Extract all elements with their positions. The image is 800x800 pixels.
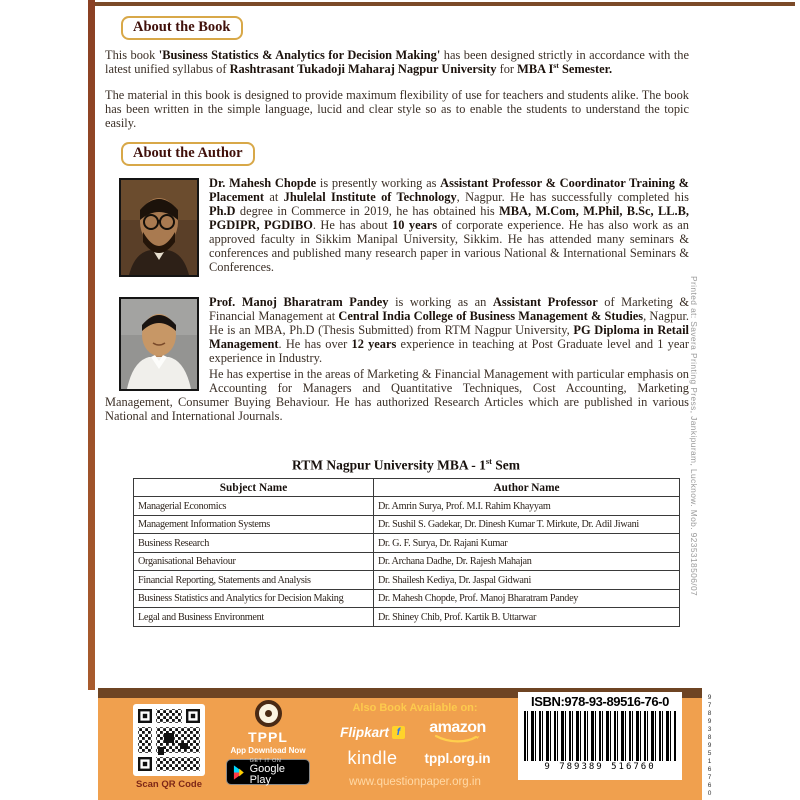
top-edge-rule	[95, 2, 795, 6]
app-download-label: App Download Now	[230, 746, 306, 755]
about-the-author-heading	[121, 142, 255, 166]
subject-name-cell: Managerial Economics	[134, 497, 374, 516]
table-title-superscript: st	[485, 457, 492, 467]
footer-band	[98, 688, 702, 800]
isbn-number: ISBN:978-93-89516-76-0	[531, 694, 669, 709]
author-name-cell: Dr. Shailesh Kediya, Dr. Jaspal Gidwani	[374, 571, 680, 590]
table-row	[134, 515, 680, 534]
barcode-icon	[524, 711, 676, 761]
google-play-label: Google Play	[249, 763, 286, 786]
author-name-cell: Dr. Amrin Surya, Prof. M.I. Rahim Khayyam	[374, 497, 680, 516]
author-1-photo	[119, 178, 199, 277]
about-the-book-label: About the Book	[133, 19, 231, 35]
table-row	[134, 552, 680, 571]
table-title-suffix: Sem	[491, 457, 521, 473]
subjects-table-section	[133, 457, 679, 627]
author-2-portrait-icon	[121, 299, 197, 389]
subject-name-cell: Management Information Systems	[134, 515, 374, 534]
author-name-header: Author Name	[374, 478, 680, 497]
questionpaper-website: www.questionpaper.org.in	[349, 776, 481, 789]
table-row	[134, 608, 680, 627]
scan-qr-label: Scan QR Code	[136, 779, 202, 790]
author-1-section	[105, 176, 689, 279]
left-spine-strip	[88, 0, 95, 690]
author-1-portrait-icon	[121, 180, 197, 275]
also-available-heading: Also Book Available on:	[352, 702, 478, 714]
tppl-name: TPPL	[248, 729, 288, 745]
about-book-paragraph-2: The material in this book is designed to provide maximum flexibility of use for teachers and students alike. The book has been written in the simple language, lucid and clear style so as to enable the students to understand the topic easily.	[105, 88, 689, 131]
tppl-block	[220, 700, 316, 785]
author-2-bio-part-1: Prof. Manoj Bharatram Pandey is working as an Assistant Professor of Marketing & Financial Management at Central India College of Business Management & Studies, Nagpur. He is an MBA, Ph.D (Thesis Submitted) from RTM Nagpur University, PG Diploma in Retail Management. He has over 12 years experience in teaching at Post Graduate level and 1 year experience in Industry.	[209, 295, 689, 366]
kindle-logo: kindle	[347, 748, 398, 769]
author-2-bio-part-2: He has expertise in the areas of Marketing & Financial Management with particular emphasis on Accounting for Managers and Quantitative Techniques, Cost Accounting, Marketing Management, Consumer Buying Behaviour. He has authorized Research Articles which are published in various National and International Journals.	[105, 367, 689, 424]
subjects-table	[133, 478, 680, 627]
tppl-website: tppl.org.in	[424, 751, 491, 767]
stores-block	[330, 702, 500, 788]
amazon-label: amazon	[429, 719, 486, 736]
flipkart-icon: f	[392, 726, 405, 739]
barcode-digits: 9 789389 516760	[544, 762, 656, 772]
isbn-box	[518, 692, 682, 780]
get-it-on-label: GET IT ON	[249, 758, 282, 764]
tppl-logo-icon	[255, 700, 282, 727]
flipkart-logo	[340, 725, 405, 740]
subject-name-cell: Financial Reporting, Statements and Analysis	[134, 571, 374, 590]
subject-name-cell: Business Statistics and Analytics for Decision Making	[134, 589, 374, 608]
table-header-row	[134, 478, 680, 497]
google-play-icon	[233, 765, 245, 780]
table-title-text: RTM Nagpur University MBA - 1	[291, 457, 486, 473]
qr-code-icon	[133, 704, 205, 776]
table-row	[134, 589, 680, 608]
subjects-table-title	[133, 457, 679, 474]
author-name-cell: Dr. G. F. Surya, Dr. Rajani Kumar	[374, 534, 680, 553]
about-the-author-label: About the Author	[133, 145, 243, 162]
author-name-cell: Dr. Sushil S. Gadekar, Dr. Dinesh Kumar T. Mirkute, Dr. Adil Jiwani	[374, 515, 680, 534]
cover-content	[105, 10, 689, 627]
author-name-cell: Dr. Mahesh Chopde, Prof. Manoj Bharatram Pandey	[374, 589, 680, 608]
author-2-photo	[119, 297, 199, 391]
subjects-table-body	[134, 497, 680, 627]
author-name-cell: Dr. Shiney Chib, Prof. Kartik B. Uttarwar	[374, 608, 680, 627]
table-row	[134, 571, 680, 590]
qr-block	[126, 704, 212, 790]
author-1-bio: Dr. Mahesh Chopde is presently working as Assistant Professor & Coordinator Training & Placement at Jhulelal Institute of Technology, Nagpur. He has successfully completed his Ph.D degree in Commerce in 2019, he has obtained his MBA, M.Com, M.Phil, B.Sc, LL.B, PGDIPR, PGDIBO. He has about 10 years of corporate experience. He has also work as an approved faculty in Sikkim Manipal University, Sikkim. He has attended many seminars & conferences and published many research paper in various National & International Seminars & Conferences.	[209, 176, 690, 275]
about-book-paragraph-1: This book 'Business Statistics & Analytics for Decision Making' has been designed strictly in accordance with the latest unified syllabus of Rashtrasant Tukadoji Maharaj Nagpur University for MBA Ist Semester.	[105, 48, 689, 77]
subject-name-cell: Legal and Business Environment	[134, 608, 374, 627]
amazon-logo	[429, 721, 486, 743]
subject-name-cell: Business Research	[134, 534, 374, 553]
table-row	[134, 534, 680, 553]
subject-name-header: Subject Name	[134, 478, 374, 497]
printer-note-vertical: Printed at: Savera Printing Press, Jankipuram, Lucknow. Mob. 9235318506/07	[689, 276, 699, 597]
about-the-book-heading	[121, 16, 243, 40]
side-isbn-digits: 9789389516760	[706, 694, 713, 798]
google-play-badge	[226, 759, 310, 785]
table-row	[134, 497, 680, 516]
author-name-cell: Dr. Archana Dadhe, Dr. Rajesh Mahajan	[374, 552, 680, 571]
flipkart-label: Flipkart	[340, 724, 389, 740]
author-2-section	[105, 295, 689, 423]
subject-name-cell: Organisational Behaviour	[134, 552, 374, 571]
